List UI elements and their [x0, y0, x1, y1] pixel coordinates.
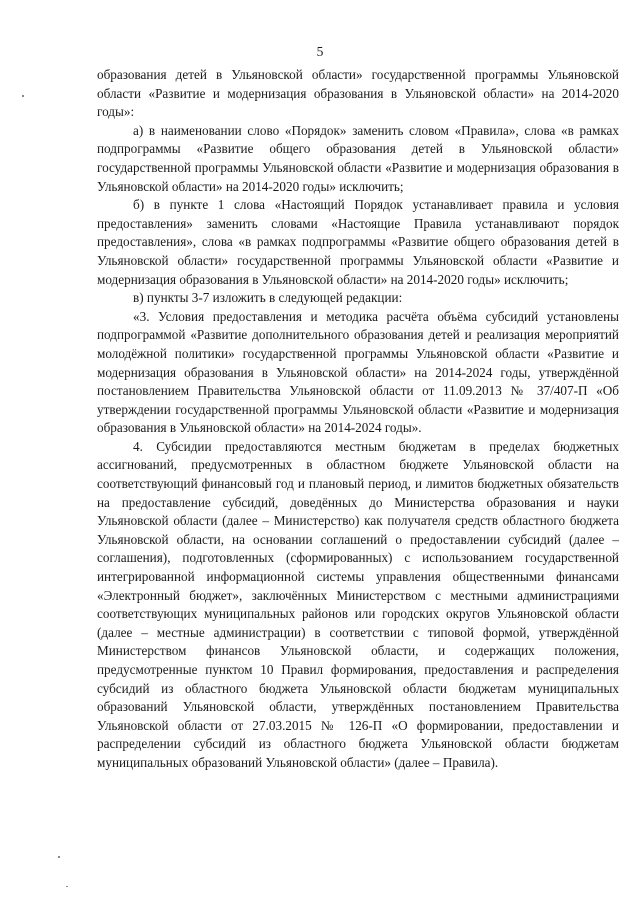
- paragraph-item-b: б) в пункте 1 слова «Настоящий Порядок устанавливает правила и условия предоставления» заменить словами «Настоящие Правила устанавливают порядок предоставления», слова «в рамках подпрограммы «Развитие общего образования детей в Ульяновской области» государственной программы Ульяновской области «Развитие и модернизация образования в Ульяновской области» на 2014-2020 годы» исключить;: [97, 197, 619, 287]
- scan-mark: [58, 856, 60, 858]
- paragraph-point-4: 4. Субсидии предоставляются местным бюджетам в пределах бюджетных ассигнований, предусмотренных в областном бюджете Ульяновской области на соответствующий финансовый год и плановый период, и лимитов бюджетных обязательств на предоставление субсидий, доведённых до Министерства образования и науки Ульяновской области (далее – Министерство) как получателя средств областного бюджета Ульяновской области, на основании соглашений о предоставлении субсидий (далее – соглашения), подготовленных (сформированных) с использованием государственной интегрированной информационной системы управления общественными финансами «Электронный бюджет», заключённых Министерством с местными администрациями соответствующих муниципальных районов или городских округов Ульяновской области (далее – местные администрации) в соответствии с типовой формой, утверждённой Министерством финансов Ульяновской области, и содержащих положения, предусмотренные пунктом 10 Правил формирования, предоставления и распределения субсидий из областного бюджета Ульяновской области бюджетам муниципальных образований Ульяновской области, утверждённых постановлением Правительства Ульяновской области от 27.03.2015 № 126-П «О формировании, предоставлении и распределении субсидий из областного бюджета Ульяновской области бюджетам муниципальных образований Ульяновской области» (далее – Правила).: [97, 438, 619, 770]
- scan-mark: [66, 886, 68, 887]
- paragraph-point-3: «3. Условия предоставления и методика расчёта объёма субсидий установлены подпрограммой «Развитие дополнительного образования детей и реализация мероприятий молодёжной политики» государственной программы Ульяновской области «Развитие и модернизация образования в Ульяновской области» на 2014-2024 годы, утверждённой постановлением Правительства Ульяновской области от 11.09.2013 № 37/407-П «Об утверждении государственной программы Ульяновской области «Развитие и модернизация образования в Ульяновской области» на 2014-2024 годы».: [97, 308, 619, 436]
- paragraph-item-v: в) пункты 3-7 изложить в следующей редакции:: [133, 290, 403, 306]
- scan-mark: [22, 95, 24, 97]
- page-number: 5: [316, 44, 324, 59]
- paragraph-intro: образования детей в Ульяновской области» государственной программы Ульяновской области «Развитие и модернизация образования в Ульяновской области» на 2014-2020 годы»:: [97, 67, 619, 120]
- document-body: [97, 66, 619, 773]
- paragraph-item-a: а) в наименовании слово «Порядок» заменить словом «Правила», слова «в рамках подпрограммы «Развитие общего образования детей в Ульяновской области» государственной программы Ульяновской области «Развитие и модернизация образования в Ульяновской области» на 2014-2020 годы» исключить;: [97, 122, 619, 194]
